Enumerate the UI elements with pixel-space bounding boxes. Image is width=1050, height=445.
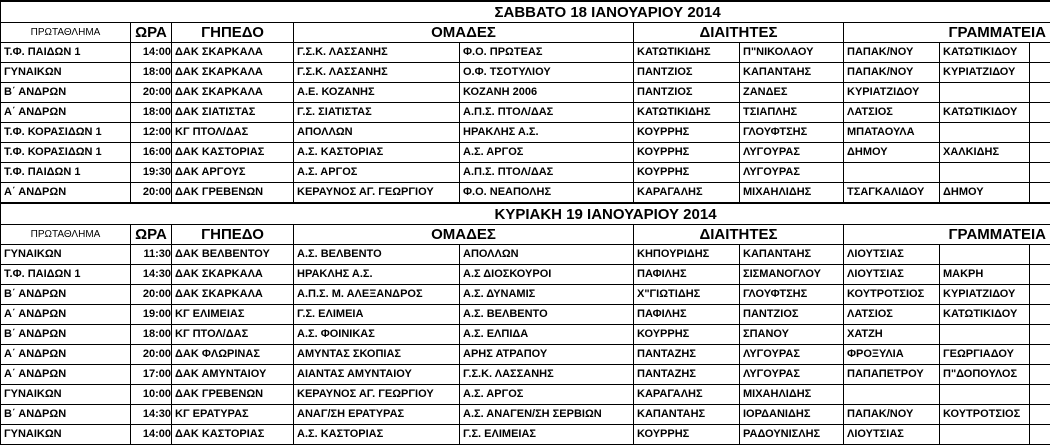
day-title-spacer — [1, 203, 460, 225]
match-time: 14:30 — [131, 405, 172, 425]
match-championship: Τ.Φ. ΚΟΡΑΣΙΔΩΝ 1 — [1, 123, 131, 143]
header-teams: ΟΜΑΔΕΣ — [294, 225, 634, 245]
match-secretary-1: ΚΥΡΙΑΤΖΙΔΟΥ — [844, 83, 940, 103]
match-secretary-1 — [844, 385, 940, 405]
match-time: 14:30 — [131, 265, 172, 285]
match-home-team: ΗΡΑΚΛΗΣ Α.Σ. — [294, 265, 460, 285]
match-secretary-1: ΛΙΟΥΤΣΙΑΣ — [844, 425, 940, 445]
match-championship: Β΄ ΑΝΔΡΩΝ — [1, 325, 131, 345]
match-secretary-1: ΛΑΤΣΙΟΣ — [844, 103, 940, 123]
match-extra-cell — [1030, 143, 1050, 163]
match-home-team: Α.Π.Σ. Μ. ΑΛΕΞΑΝΔΡΟΣ — [294, 285, 460, 305]
match-away-team: Α.Σ. ΒΕΛΒΕΝΤΟ — [460, 305, 634, 325]
match-secretary-2: ΚΑΤΩΤΙΚΙΔΟΥ — [940, 43, 1030, 63]
match-row — [1, 103, 1050, 123]
match-extra-cell — [1030, 63, 1050, 83]
match-referee-1: ΚΟΥΡΡΗΣ — [634, 143, 740, 163]
match-extra-cell — [1030, 245, 1050, 265]
match-away-team: Α.Π.Σ. ΠΤΟΛ/ΔΑΣ — [460, 103, 634, 123]
match-away-team: Α.Σ. ΑΝΑΓΕΝ/ΣΗ ΣΕΡΒΙΩΝ — [460, 405, 634, 425]
day-title-row — [1, 1, 1050, 23]
match-time: 16:00 — [131, 143, 172, 163]
match-away-team: Ο.Φ. ΤΣΟΤΥΛΙΟΥ — [460, 63, 634, 83]
match-row — [1, 425, 1050, 445]
match-championship: ΓΥΝΑΙΚΩΝ — [1, 245, 131, 265]
match-championship: ΓΥΝΑΙΚΩΝ — [1, 63, 131, 83]
match-away-team: Γ.Σ. ΕΛΙΜΕΙΑΣ — [460, 425, 634, 445]
match-venue: ΔΑΚ ΣΚΑΡΚΑΛΑ — [172, 265, 294, 285]
match-secretary-1: ΛΑΤΣΙΟΣ — [844, 305, 940, 325]
match-time: 11:30 — [131, 245, 172, 265]
match-time: 20:00 — [131, 345, 172, 365]
match-championship: Β΄ ΑΝΔΡΩΝ — [1, 405, 131, 425]
match-home-team: Α.Σ. ΒΕΛΒΕΝΤΟ — [294, 245, 460, 265]
match-secretary-2 — [940, 83, 1030, 103]
match-time: 18:00 — [131, 103, 172, 123]
match-referee-1: ΠΑΦΙΛΗΣ — [634, 265, 740, 285]
match-extra-cell — [1030, 305, 1050, 325]
match-venue: ΔΑΚ ΑΡΓΟΥΣ — [172, 163, 294, 183]
match-away-team: Γ.Σ.Κ. ΛΑΣΣΑΝΗΣ — [460, 365, 634, 385]
match-row — [1, 83, 1050, 103]
match-secretary-2: ΧΑΛΚΙΔΗΣ — [940, 143, 1030, 163]
match-referee-1: ΚΑΤΩΤΙΚΙΔΗΣ — [634, 43, 740, 63]
match-time: 14:00 — [131, 43, 172, 63]
header-secretariat: ΓΡΑΜΜΑΤΕΙΑ — [844, 23, 1050, 43]
match-secretary-2: ΜΑΚΡΗ — [940, 265, 1030, 285]
match-home-team: Α.Σ. ΚΑΣΤΟΡΙΑΣ — [294, 425, 460, 445]
match-time: 12:00 — [131, 123, 172, 143]
header-championship: ΠΡΩΤΑΘΛΗΜΑ — [1, 225, 131, 245]
match-referee-2: ΖΑΝΔΕΣ — [740, 83, 844, 103]
match-row — [1, 123, 1050, 143]
match-secretary-2: ΚΥΡΙΑΤΖΙΔΟΥ — [940, 285, 1030, 305]
match-secretary-2: ΚΥΡΙΑΤΖΙΔΟΥ — [940, 63, 1030, 83]
match-row — [1, 325, 1050, 345]
match-secretary-2 — [940, 123, 1030, 143]
match-referee-2: ΛΥΓΟΥΡΑΣ — [740, 163, 844, 183]
match-row — [1, 265, 1050, 285]
match-home-team: Α.Σ. ΦΟΙΝΙΚΑΣ — [294, 325, 460, 345]
match-referee-1: Χ"ΓΙΩΤΙΔΗΣ — [634, 285, 740, 305]
match-championship: ΓΥΝΑΙΚΩΝ — [1, 425, 131, 445]
match-extra-cell — [1030, 405, 1050, 425]
match-home-team: ΚΕΡΑΥΝΟΣ ΑΓ. ΓΕΩΡΓΙΟΥ — [294, 385, 460, 405]
match-championship: Τ.Φ. ΚΟΡΑΣΙΔΩΝ 1 — [1, 143, 131, 163]
match-venue: ΔΑΚ ΣΚΑΡΚΑΛΑ — [172, 285, 294, 305]
match-extra-cell — [1030, 83, 1050, 103]
match-secretary-2 — [940, 385, 1030, 405]
match-row — [1, 43, 1050, 63]
match-secretary-1: ΠΑΠΑΠΕΤΡΟΥ — [844, 365, 940, 385]
match-venue: ΔΑΚ ΓΡΕΒΕΝΩΝ — [172, 385, 294, 405]
match-championship: Α΄ ΑΝΔΡΩΝ — [1, 345, 131, 365]
match-secretary-2: ΚΑΤΩΤΙΚΙΔΟΥ — [940, 305, 1030, 325]
match-home-team: ΚΕΡΑΥΝΟΣ ΑΓ. ΓΕΩΡΓΙΟΥ — [294, 183, 460, 204]
header-row — [1, 23, 1050, 43]
match-away-team: ΑΡΗΣ ΑΤΡΑΠΟΥ — [460, 345, 634, 365]
match-referee-1: ΠΑΝΤΑΖΗΣ — [634, 345, 740, 365]
match-referee-1: ΚΟΥΡΡΗΣ — [634, 123, 740, 143]
match-home-team: Γ.Σ. ΕΛΙΜΕΙΑ — [294, 305, 460, 325]
match-extra-cell — [1030, 163, 1050, 183]
match-extra-cell — [1030, 385, 1050, 405]
match-secretary-2 — [940, 325, 1030, 345]
match-championship: ΓΥΝΑΙΚΩΝ — [1, 385, 131, 405]
match-venue: ΔΑΚ ΣΚΑΡΚΑΛΑ — [172, 43, 294, 63]
match-secretary-2: ΚΟΥΤΡΟΤΣΙΟΣ — [940, 405, 1030, 425]
match-secretary-2: ΚΑΤΩΤΙΚΙΔΟΥ — [940, 103, 1030, 123]
match-secretary-1: ΠΑΠΑΚ/ΝΟΥ — [844, 405, 940, 425]
header-referees: ΔΙΑΙΤΗΤΕΣ — [634, 225, 844, 245]
schedule-body — [1, 1, 1050, 445]
match-row — [1, 285, 1050, 305]
match-venue: ΚΓ ΠΤΟΛ/ΔΑΣ — [172, 325, 294, 345]
match-time: 20:00 — [131, 285, 172, 305]
match-secretary-1: ΤΣΑΓΚΑΛΙΔΟΥ — [844, 183, 940, 204]
match-home-team: ΑΙΑΝΤΑΣ ΑΜΥΝΤΑΙΟΥ — [294, 365, 460, 385]
day-title: ΚΥΡΙΑΚΗ 19 ΙΑΝΟΥΑΡΙΟΥ 2014 — [460, 203, 1050, 225]
match-venue: ΔΑΚ ΣΙΑΤΙΣΤΑΣ — [172, 103, 294, 123]
match-extra-cell — [1030, 285, 1050, 305]
match-time: 18:00 — [131, 63, 172, 83]
match-home-team: Γ.Σ. ΣΙΑΤΙΣΤΑΣ — [294, 103, 460, 123]
match-away-team: ΑΠΟΛΛΩΝ — [460, 245, 634, 265]
match-venue: ΔΑΚ ΓΡΕΒΕΝΩΝ — [172, 183, 294, 204]
match-referee-1: ΠΑΦΙΛΗΣ — [634, 305, 740, 325]
match-extra-cell — [1030, 425, 1050, 445]
match-referee-2: ΛΥΓΟΥΡΑΣ — [740, 345, 844, 365]
match-referee-1: ΚΑΠΑΝΤΑΗΣ — [634, 405, 740, 425]
day-title: ΣΑΒΒΑΤΟ 18 ΙΑΝΟΥΑΡΙΟΥ 2014 — [460, 1, 1050, 23]
header-secretariat: ΓΡΑΜΜΑΤΕΙΑ — [844, 225, 1050, 245]
match-home-team: Α.Σ. ΚΑΣΤΟΡΙΑΣ — [294, 143, 460, 163]
match-venue: ΔΑΚ ΒΕΛΒΕΝΤΟΥ — [172, 245, 294, 265]
match-referee-2: ΛΥΓΟΥΡΑΣ — [740, 143, 844, 163]
match-secretary-1: ΔΗΜΟΥ — [844, 143, 940, 163]
header-row — [1, 225, 1050, 245]
match-championship: Α΄ ΑΝΔΡΩΝ — [1, 183, 131, 204]
match-referee-1: ΚΟΥΡΡΗΣ — [634, 325, 740, 345]
match-secretary-2 — [940, 163, 1030, 183]
match-venue: ΔΑΚ ΑΜΥΝΤΑΙΟΥ — [172, 365, 294, 385]
match-extra-cell — [1030, 183, 1050, 204]
match-referee-2: Π"ΝΙΚΟΛΑΟΥ — [740, 43, 844, 63]
match-venue: ΚΓ ΕΛΙΜΕΙΑΣ — [172, 305, 294, 325]
match-secretary-1: ΛΙΟΥΤΣΙΑΣ — [844, 265, 940, 285]
match-away-team: Φ.Ο. ΠΡΩΤΕΑΣ — [460, 43, 634, 63]
match-venue: ΔΑΚ ΣΚΑΡΚΑΛΑ — [172, 83, 294, 103]
match-away-team: ΗΡΑΚΛΗΣ Α.Σ. — [460, 123, 634, 143]
match-row — [1, 345, 1050, 365]
match-home-team: Γ.Σ.Κ. ΛΑΣΣΑΝΗΣ — [294, 63, 460, 83]
match-secretary-1: ΧΑΤΖΗ — [844, 325, 940, 345]
match-row — [1, 405, 1050, 425]
match-championship: Τ.Φ. ΠΑΙΔΩΝ 1 — [1, 43, 131, 63]
match-referee-2: ΣΙΣΜΑΝΟΓΛΟΥ — [740, 265, 844, 285]
match-referee-1: ΚΗΠΟΥΡΙΔΗΣ — [634, 245, 740, 265]
match-extra-cell — [1030, 265, 1050, 285]
match-time: 17:00 — [131, 365, 172, 385]
match-venue: ΔΑΚ ΣΚΑΡΚΑΛΑ — [172, 63, 294, 83]
match-extra-cell — [1030, 43, 1050, 63]
match-referee-2: ΡΑΔΟΥΝΙΣΛΗΣ — [740, 425, 844, 445]
match-time: 14:00 — [131, 425, 172, 445]
match-secretary-2: ΓΕΩΡΓΙΑΔΟΥ — [940, 345, 1030, 365]
header-hour: ΩΡΑ — [131, 225, 172, 245]
match-time: 20:00 — [131, 183, 172, 204]
match-referee-1: ΚΑΡΑΓΑΛΗΣ — [634, 385, 740, 405]
match-referee-1: ΚΑΤΩΤΙΚΙΔΗΣ — [634, 103, 740, 123]
match-referee-2: ΠΑΝΤΖΙΟΣ — [740, 305, 844, 325]
match-venue: ΔΑΚ ΚΑΣΤΟΡΙΑΣ — [172, 143, 294, 163]
match-referee-1: ΚΟΥΡΡΗΣ — [634, 163, 740, 183]
match-row — [1, 365, 1050, 385]
match-home-team: ΑΠΟΛΛΩΝ — [294, 123, 460, 143]
match-row — [1, 385, 1050, 405]
match-referee-2: ΜΙΧΑΗΛΙΔΗΣ — [740, 385, 844, 405]
match-championship: Β΄ ΑΝΔΡΩΝ — [1, 83, 131, 103]
match-secretary-1: ΠΑΠΑΚ/ΝΟΥ — [844, 43, 940, 63]
match-venue: ΔΑΚ ΚΑΣΤΟΡΙΑΣ — [172, 425, 294, 445]
match-home-team: Α.Ε. ΚΟΖΑΝΗΣ — [294, 83, 460, 103]
match-secretary-1: ΛΙΟΥΤΣΙΑΣ — [844, 245, 940, 265]
match-extra-cell — [1030, 365, 1050, 385]
match-secretary-2: Π"ΔΟΠΟΥΛΟΣ — [940, 365, 1030, 385]
match-secretary-1: ΚΟΥΤΡΟΤΣΙΟΣ — [844, 285, 940, 305]
match-referee-1: ΠΑΝΤΑΖΗΣ — [634, 365, 740, 385]
match-extra-cell — [1030, 103, 1050, 123]
match-venue: ΚΓ ΕΡΑΤΥΡΑΣ — [172, 405, 294, 425]
match-secretary-2: ΔΗΜΟΥ — [940, 183, 1030, 204]
match-away-team: Α.Π.Σ. ΠΤΟΛ/ΔΑΣ — [460, 163, 634, 183]
match-secretary-1: ΦΡΟΞΥΛΙΑ — [844, 345, 940, 365]
match-referee-2: ΙΟΡΔΑΝΙΔΗΣ — [740, 405, 844, 425]
match-row — [1, 63, 1050, 83]
match-away-team: Α.Σ. ΑΡΓΟΣ — [460, 143, 634, 163]
match-championship: Α΄ ΑΝΔΡΩΝ — [1, 103, 131, 123]
match-away-team: ΚΟΖΑΝΗ 2006 — [460, 83, 634, 103]
match-referee-2: ΤΣΙΑΠΛΗΣ — [740, 103, 844, 123]
match-secretary-2 — [940, 425, 1030, 445]
match-away-team: Α.Σ. ΔΥΝΑΜΙΣ — [460, 285, 634, 305]
match-time: 19:30 — [131, 163, 172, 183]
match-secretary-1: ΠΑΠΑΚ/ΝΟΥ — [844, 63, 940, 83]
match-extra-cell — [1030, 325, 1050, 345]
match-time: 19:00 — [131, 305, 172, 325]
match-time: 10:00 — [131, 385, 172, 405]
header-hour: ΩΡΑ — [131, 23, 172, 43]
match-referee-1: ΚΟΥΡΡΗΣ — [634, 425, 740, 445]
match-referee-2: ΚΑΠΑΝΤΑΗΣ — [740, 63, 844, 83]
match-row — [1, 163, 1050, 183]
match-referee-2: ΚΑΠΑΝΤΑΗΣ — [740, 245, 844, 265]
header-venue: ΓΗΠΕΔΟ — [172, 23, 294, 43]
match-referee-1: ΚΑΡΑΓΑΛΗΣ — [634, 183, 740, 204]
match-referee-2: ΓΛΟΥΦΤΣΗΣ — [740, 285, 844, 305]
match-secretary-2 — [940, 245, 1030, 265]
header-championship: ΠΡΩΤΑΘΛΗΜΑ — [1, 23, 131, 43]
match-home-team: ΑΜΥΝΤΑΣ ΣΚΟΠΙΑΣ — [294, 345, 460, 365]
match-home-team: Γ.Σ.Κ. ΛΑΣΣΑΝΗΣ — [294, 43, 460, 63]
match-away-team: Α.Σ. ΕΛΠΙΔΑ — [460, 325, 634, 345]
match-extra-cell — [1030, 123, 1050, 143]
match-referee-2: ΜΙΧΑΗΛΙΔΗΣ — [740, 183, 844, 204]
match-referee-2: ΣΠΑΝΟΥ — [740, 325, 844, 345]
match-away-team: Φ.Ο. ΝΕΑΠΟΛΗΣ — [460, 183, 634, 204]
match-referee-1: ΠΑΝΤΖΙΟΣ — [634, 63, 740, 83]
match-home-team: Α.Σ. ΑΡΓΟΣ — [294, 163, 460, 183]
match-away-team: Α.Σ ΔΙΟΣΚΟΥΡΟΙ — [460, 265, 634, 285]
match-championship: Β΄ ΑΝΔΡΩΝ — [1, 285, 131, 305]
header-teams: ΟΜΑΔΕΣ — [294, 23, 634, 43]
match-time: 18:00 — [131, 325, 172, 345]
match-row — [1, 305, 1050, 325]
match-championship: Α΄ ΑΝΔΡΩΝ — [1, 365, 131, 385]
match-venue: ΚΓ ΠΤΟΛ/ΔΑΣ — [172, 123, 294, 143]
match-row — [1, 245, 1050, 265]
match-home-team: ΑΝΑΓ/ΣΗ ΕΡΑΤΥΡΑΣ — [294, 405, 460, 425]
day-title-spacer — [1, 1, 460, 23]
match-secretary-1: ΜΠΑΤΑΟΥΛΑ — [844, 123, 940, 143]
match-championship: Α΄ ΑΝΔΡΩΝ — [1, 305, 131, 325]
match-away-team: Α.Σ. ΑΡΓΟΣ — [460, 385, 634, 405]
match-row — [1, 183, 1050, 204]
match-venue: ΔΑΚ ΦΛΩΡΙΝΑΣ — [172, 345, 294, 365]
match-referee-2: ΓΛΟΥΦΤΣΗΣ — [740, 123, 844, 143]
header-venue: ΓΗΠΕΔΟ — [172, 225, 294, 245]
match-extra-cell — [1030, 345, 1050, 365]
match-referee-2: ΛΥΓΟΥΡΑΣ — [740, 365, 844, 385]
match-time: 20:00 — [131, 83, 172, 103]
match-championship: Τ.Φ. ΠΑΙΔΩΝ 1 — [1, 163, 131, 183]
match-referee-1: ΠΑΝΤΖΙΟΣ — [634, 83, 740, 103]
header-referees: ΔΙΑΙΤΗΤΕΣ — [634, 23, 844, 43]
match-row — [1, 143, 1050, 163]
day-title-row — [1, 203, 1050, 225]
match-championship: Τ.Φ. ΠΑΙΔΩΝ 1 — [1, 265, 131, 285]
match-secretary-1 — [844, 163, 940, 183]
